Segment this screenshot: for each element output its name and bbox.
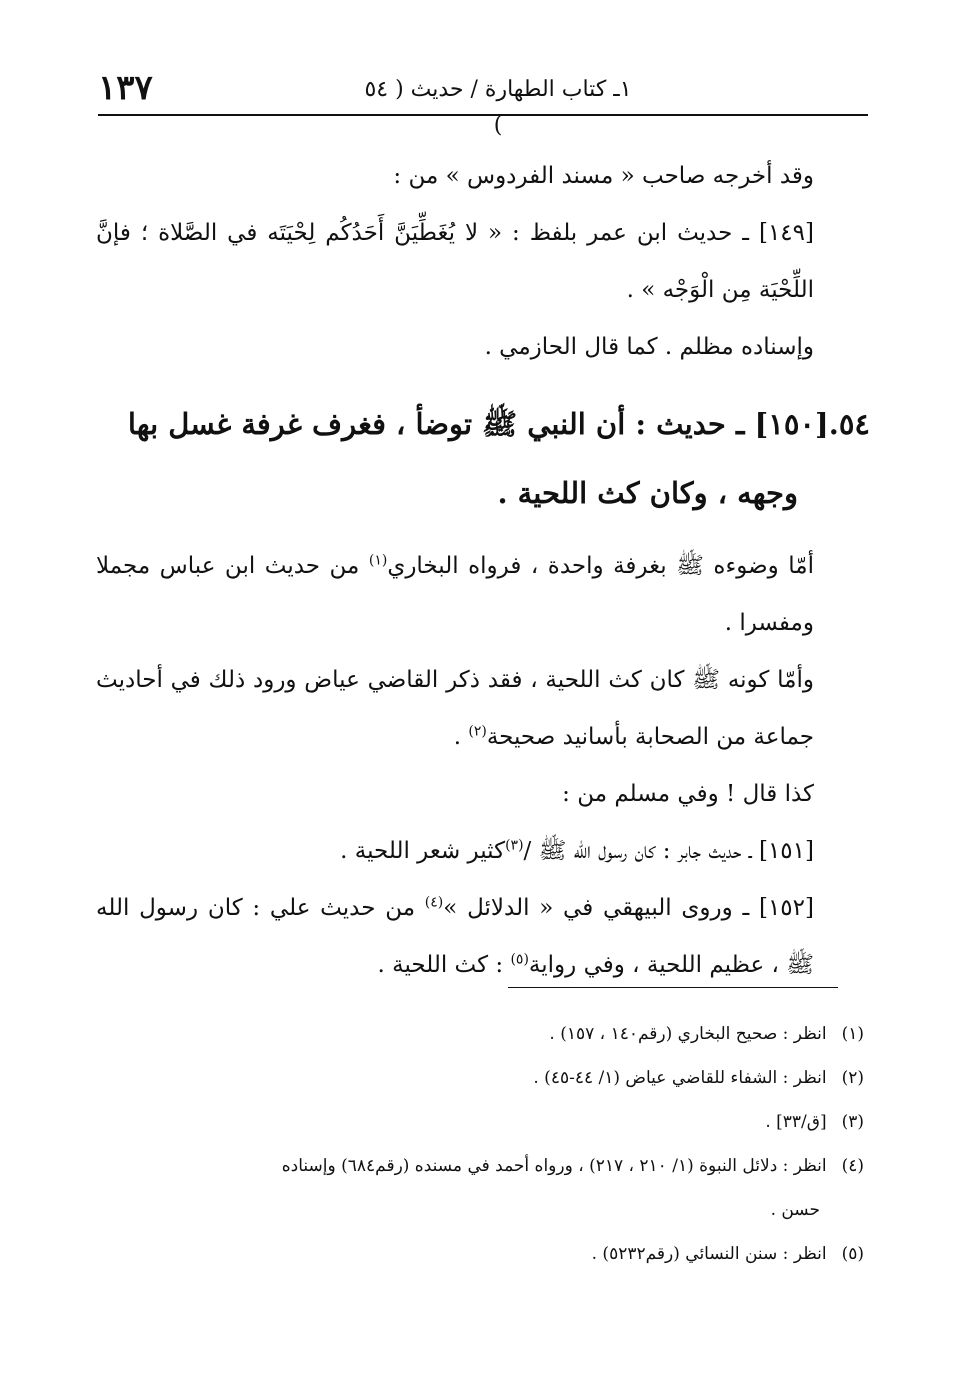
footnotes: [96, 1012, 864, 1276]
paragraph-beard-text: وأمّا كونه ﷺ كان كث اللحية ، فقد ذكر القاضي عياض ورود ذلك في أحاديث جماعة من الصحابة بأسانيد صحيحة: [96, 667, 814, 750]
paragraph-wudu: [96, 538, 870, 652]
footnote-separator: [508, 987, 838, 988]
header-rule: [98, 114, 868, 116]
hadith-152-rest: : كث اللحية .: [377, 952, 511, 978]
page-number: ١٣٧: [98, 68, 153, 108]
heading-line-1: ٥٤.[١٥٠] ـ حديث : أن النبي ﷺ توضأ ، فغرف غرفة غسل بها: [127, 407, 870, 441]
footnote-2: [96, 1056, 864, 1100]
hadith-151-rest: كثير شعر اللحية .: [340, 838, 506, 864]
hadith-152-text: [١٥٢] ـ وروى البيهقي في « الدلائل »: [443, 895, 814, 921]
paragraph-beard: [96, 652, 870, 766]
intro-line: وقد أخرجه صاحب « مسند الفردوس » من :: [393, 163, 814, 189]
paragraph-wudu-text: أمّا وضوءه ﷺ بغرفة واحدة ، فرواه البخاري: [387, 553, 814, 579]
footnote-text: انظر : الشفاء للقاضي عياض (١/ ٤٤-٤٥) .: [533, 1068, 827, 1088]
footnote-ref-5: (٥): [510, 951, 529, 968]
hadith-151-text: [١٥١] ـ حديث جابر : كان رسول الله ﷺ /: [523, 838, 814, 864]
hadith-151: [96, 823, 870, 880]
page-header: [98, 66, 868, 138]
footnote-number: (١): [841, 1024, 864, 1044]
footnote-number: (٥): [841, 1244, 864, 1264]
footnote-text: [ق/٣٣] .: [765, 1112, 827, 1132]
footnote-4: [96, 1144, 864, 1232]
paragraph-wudu-rest: من حديث ابن عباس مجملا ومفسرا .: [96, 553, 814, 636]
kadha-line: كذا قال ! وفي مسلم من :: [562, 781, 814, 807]
footnote-ref-3: (٣): [505, 837, 524, 854]
paragraph-beard-rest: .: [453, 724, 469, 750]
heading-line-2: وجهه ، وكان كث اللحية .: [497, 476, 798, 510]
footnote-ref-4: (٤): [424, 894, 444, 911]
footnote-ref-2: (٢): [468, 723, 487, 740]
footnote-1: [96, 1012, 864, 1056]
footnote-5: [96, 1232, 864, 1276]
footnote-continuation: حسن .: [770, 1200, 820, 1220]
footnote-ref-1: (١): [368, 552, 388, 569]
hadith-heading-54: [96, 390, 870, 528]
main-text: [96, 148, 870, 994]
footnote-text: انظر : دلائل النبوة (١/ ٢١٠ ، ٢١٧) ، ورواه أحمد في مسنده (رقم٦٨٤) وإسناده: [281, 1156, 827, 1176]
hadith-149: [١٤٩] ـ حديث ابن عمر بلفظ : « لا يُغَطِّيَنَّ أَحَدُكُم لِحْيَتَه في الصَّلاة ؛ فإنَّ اللِّحْيَة مِن الْوَجْه » .: [96, 220, 814, 303]
footnote-text: انظر : سنن النسائي (رقم٥٢٣٢) .: [591, 1244, 827, 1264]
running-head: ١ـ كتاب الطهارة / حديث ( ٥٤ ): [364, 77, 632, 138]
footnote-3: [96, 1100, 864, 1144]
footnote-text: انظر : صحيح البخاري (رقم١٤٠ ، ١٥٧) .: [549, 1024, 827, 1044]
isnad-note: وإسناده مظلم . كما قال الحازمي .: [484, 334, 814, 360]
footnote-number: (٤): [841, 1156, 864, 1176]
footnote-number: (٣): [841, 1112, 864, 1132]
footnote-number: (٢): [841, 1068, 864, 1088]
hadith-152: [96, 880, 870, 994]
hadith-152-mid: من حديث علي : كان رسول الله ﷺ ، عظيم اللحية ، وفي رواية: [96, 895, 814, 978]
